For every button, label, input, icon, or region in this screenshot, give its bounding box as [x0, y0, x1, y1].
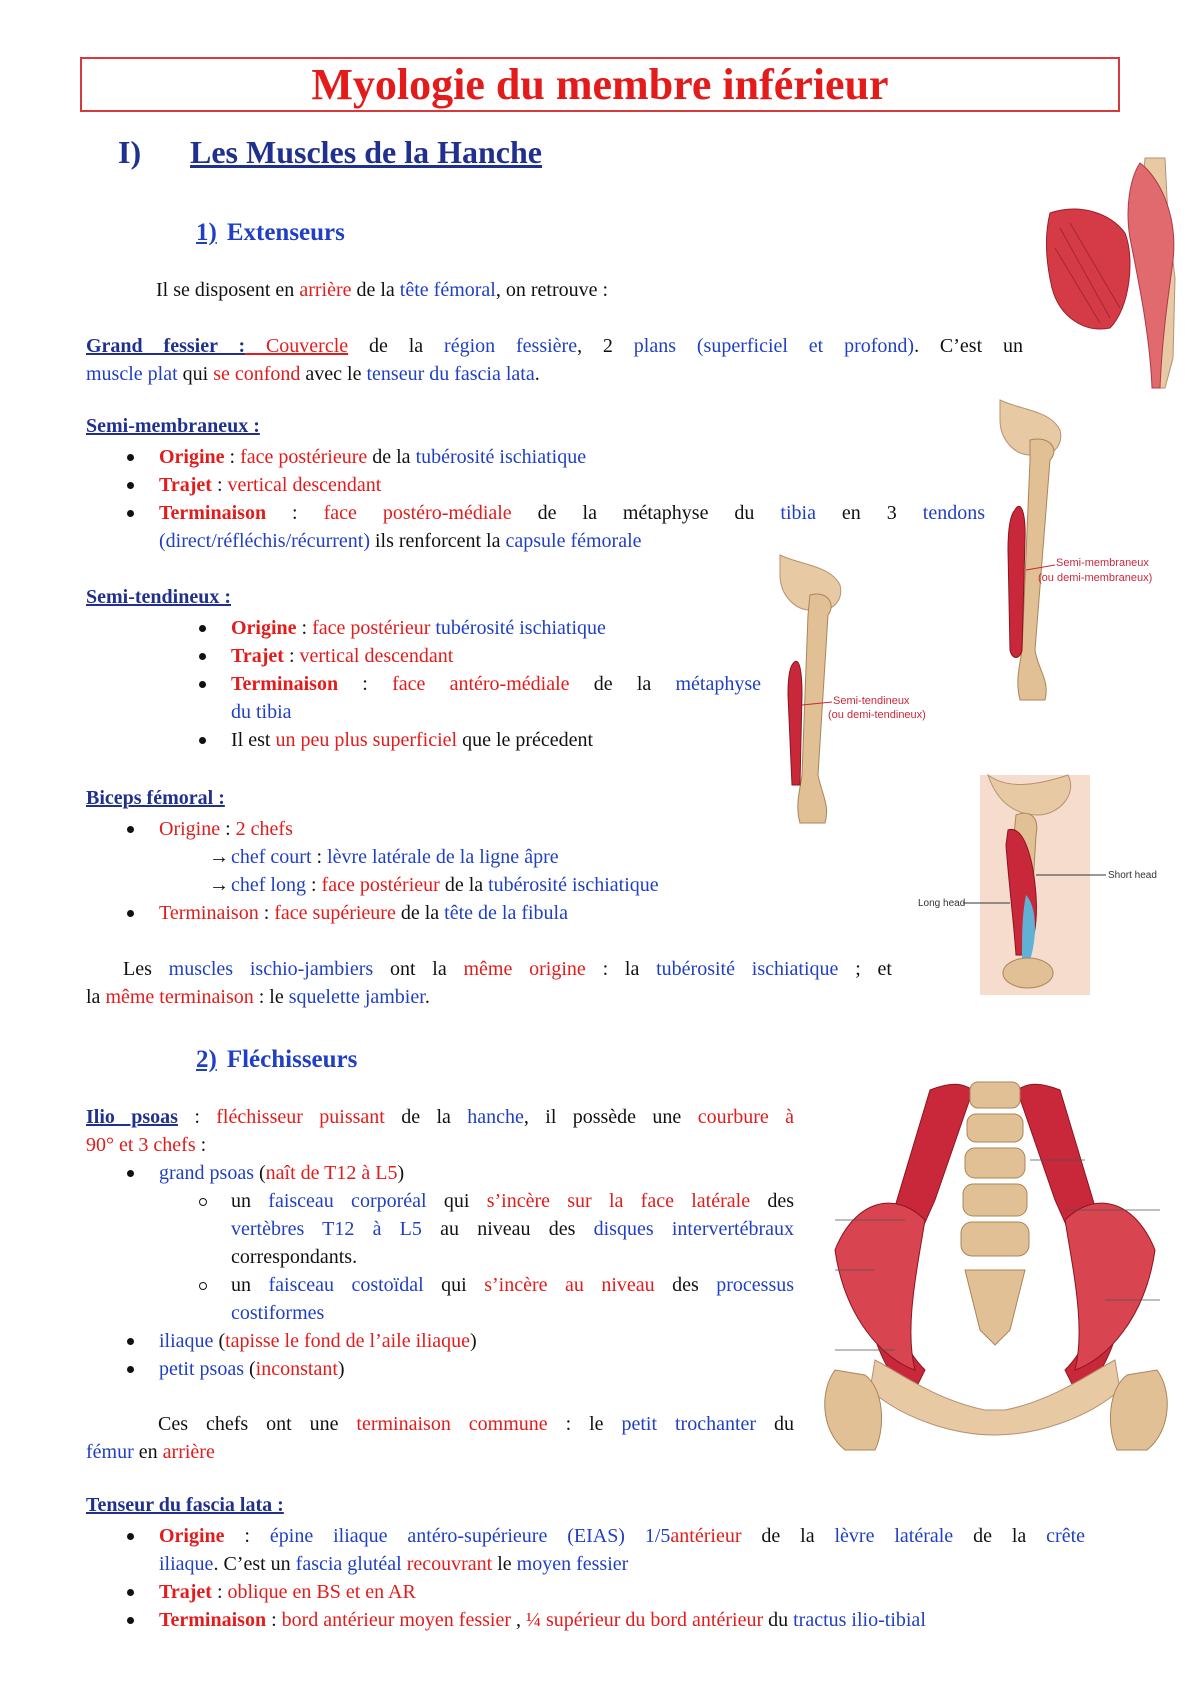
text: région fessière — [444, 335, 578, 357]
figure-label: (ou demi-tendineux) — [828, 709, 926, 721]
text: : — [211, 1581, 228, 1603]
text: tubérosité ischiatique — [435, 617, 606, 639]
text: Terminaison — [159, 502, 267, 524]
text: . C’est un — [213, 1553, 296, 1575]
text: même origine — [463, 958, 586, 980]
text: plans (superficiel et profond) — [633, 335, 915, 357]
line — [86, 332, 1023, 360]
text: petit psoas — [159, 1358, 244, 1380]
ilio-psoas-list-2 — [159, 1327, 799, 1383]
line — [159, 1550, 1085, 1578]
text: . C’est un — [914, 335, 1024, 357]
ilio-psoas-list — [159, 1159, 799, 1187]
text: : — [338, 673, 393, 695]
list-item — [231, 614, 761, 642]
figure-label: Semi-tendineux — [833, 695, 910, 707]
text: terminaison commune — [356, 1413, 548, 1435]
text: muscle plat — [86, 363, 178, 385]
line — [86, 955, 892, 983]
text: muscles ischio-jambiers — [168, 958, 374, 980]
arrow-right-icon: → — [209, 846, 229, 868]
section-number: I) — [118, 134, 142, 170]
semi-membraneux-figure — [990, 400, 1200, 710]
text: de la — [741, 1525, 835, 1547]
tenseur-list — [159, 1522, 1085, 1634]
subsection-number: 2) — [196, 1046, 217, 1073]
text: : le — [547, 1413, 622, 1435]
text: antérieur — [670, 1525, 742, 1547]
line — [159, 1522, 1085, 1550]
text: squelette jambier — [288, 986, 425, 1008]
text: ) — [397, 1162, 405, 1184]
semi-tendineux-muscle — [788, 661, 802, 785]
semi-tendineux-list — [231, 614, 761, 754]
chefs-paragraph — [86, 1410, 794, 1466]
text: métaphyse — [675, 673, 762, 695]
list-item — [159, 1159, 799, 1187]
text: au niveau des — [421, 1218, 594, 1240]
text: épine iliaque antéro-supérieure (EIAS) 1/5 — [269, 1525, 671, 1547]
text: : — [266, 1609, 282, 1631]
text: arrière — [162, 1441, 215, 1463]
text: des — [654, 1274, 717, 1296]
text: chef long — [231, 874, 306, 896]
text: : — [296, 617, 313, 639]
text: des — [750, 1190, 795, 1212]
line — [231, 670, 761, 698]
text: face postérieur — [312, 617, 431, 639]
text: ( — [244, 1358, 256, 1380]
text: disques intervertébraux — [593, 1218, 794, 1240]
page-title: Myologie du membre inférieur — [311, 60, 889, 109]
text: face supérieure — [274, 902, 396, 924]
semi-tendineux-label: Semi-tendineux : — [86, 586, 231, 608]
text: Trajet — [159, 474, 212, 496]
text: hanche — [467, 1106, 524, 1128]
text: bord antérieur moyen fessier — [281, 1609, 511, 1631]
text: Les — [123, 958, 169, 980]
text: de la métaphyse du — [511, 502, 781, 524]
text: chef court — [231, 846, 312, 868]
list-item — [159, 1522, 1085, 1578]
text: de la — [439, 874, 489, 896]
text: capsule fémorale — [505, 530, 642, 552]
text: , on retrouve : — [495, 279, 609, 301]
text: 90° et 3 chefs — [86, 1134, 196, 1156]
section-title: Les Muscles de la Hanche — [190, 134, 542, 170]
text: lèvre latérale de la ligne âpre — [327, 846, 559, 868]
text: un — [231, 1274, 269, 1296]
text: : — [177, 1106, 217, 1128]
biceps-list-2 — [159, 899, 859, 927]
grand-fessier-label: Grand fessier : — [86, 335, 246, 357]
text: même terminaison — [105, 986, 254, 1008]
text: ¼ supérieur du bord antérieur — [525, 1609, 764, 1631]
line — [86, 983, 892, 1011]
text: face antéro-médiale — [392, 673, 570, 695]
biceps-femoral-figure — [918, 775, 1157, 995]
text: Ces chefs ont une — [158, 1413, 357, 1435]
text: un peu plus superficiel — [275, 729, 458, 751]
text: tubérosité ischiatique — [656, 958, 839, 980]
text: inconstant — [255, 1358, 338, 1380]
text: du — [756, 1413, 794, 1435]
text: : la — [585, 958, 657, 980]
text: Terminaison — [231, 673, 339, 695]
list-item — [231, 670, 761, 726]
line — [86, 1410, 794, 1438]
semi-membraneux-list — [159, 443, 985, 555]
ischio-paragraph — [86, 955, 892, 1011]
text: : — [305, 874, 322, 896]
text: ) — [470, 1330, 477, 1352]
list-item — [231, 1187, 794, 1271]
text: ils renforcent la — [369, 530, 506, 552]
line — [231, 1243, 794, 1271]
text: face postérieure — [240, 446, 368, 468]
text: qui — [177, 363, 214, 385]
text: crête — [1046, 1525, 1086, 1547]
line — [231, 698, 761, 726]
text: tête fémoral — [399, 279, 496, 301]
text: oblique en BS et en AR — [227, 1581, 416, 1603]
text: Origine — [159, 446, 225, 468]
text: 2 chefs — [235, 818, 293, 840]
line — [231, 1299, 794, 1327]
vertebra — [963, 1184, 1027, 1216]
text: de la — [348, 335, 445, 357]
list-item — [159, 1606, 1085, 1634]
text: tubérosité ischiatique — [415, 446, 587, 468]
biceps-label: Biceps fémoral : — [86, 787, 225, 809]
text: : — [283, 645, 300, 667]
text: vertical descendant — [299, 645, 454, 667]
text: ( — [213, 1330, 226, 1352]
section-heading — [118, 134, 542, 171]
line — [86, 360, 1023, 388]
line — [209, 843, 791, 871]
text: ont la — [373, 958, 464, 980]
text: costiformes — [231, 1302, 325, 1324]
text: tendons — [922, 502, 985, 524]
list-item — [159, 899, 859, 927]
text: faisceau costoïdal — [268, 1274, 424, 1296]
text: Terminaison — [159, 1609, 267, 1631]
subsection-number: 1) — [196, 219, 217, 246]
biceps-list — [159, 815, 859, 843]
text: avec le — [300, 363, 367, 385]
text: fléchisseur puissant — [216, 1106, 385, 1128]
list-item — [231, 726, 761, 754]
title-box — [80, 57, 1120, 112]
text: fascia glutéal — [295, 1553, 402, 1575]
text: recouvrant — [406, 1553, 493, 1575]
figure-label: Semi-membraneux — [1056, 557, 1149, 569]
text: . — [424, 986, 430, 1008]
gluteus-maximus-figure — [1040, 158, 1190, 388]
text: , il possède une — [523, 1106, 698, 1128]
text: iliaque — [159, 1553, 214, 1575]
list-item — [231, 1271, 794, 1327]
text: vertical descendant — [227, 474, 382, 496]
text: le — [492, 1553, 517, 1575]
list-item — [159, 815, 859, 843]
text: de la — [953, 1525, 1047, 1547]
ilio-psoas-label: Ilio psoas — [86, 1106, 178, 1128]
biceps-chefs — [209, 843, 791, 899]
text: Origine — [231, 617, 297, 639]
text: petit trochanter — [621, 1413, 757, 1435]
grand-fessier-paragraph — [86, 332, 1023, 388]
text: que le précedent — [457, 729, 594, 751]
text: faisceau corporéal — [268, 1190, 427, 1212]
line — [231, 1187, 794, 1215]
subsection-title: Extenseurs — [226, 219, 345, 246]
ilio-psoas-paragraph — [86, 1103, 794, 1159]
text: ( — [253, 1162, 266, 1184]
text: se confond — [213, 363, 301, 385]
text: ) — [337, 1358, 345, 1380]
faisceau-list — [231, 1187, 794, 1327]
line — [86, 1103, 794, 1131]
text: Origine — [159, 1525, 225, 1547]
text: tête de la fibula — [444, 902, 568, 924]
vertebra — [967, 1114, 1023, 1142]
knee-bone — [1003, 958, 1053, 988]
text: ; et — [838, 958, 892, 980]
list-item — [159, 471, 985, 499]
text: iliaque — [159, 1330, 214, 1352]
text: , — [510, 1609, 526, 1631]
text: tubérosité ischiatique — [488, 874, 659, 896]
list-item — [159, 1327, 799, 1355]
text: : — [211, 474, 228, 496]
ilio-psoas-figure — [815, 1070, 1177, 1460]
text: lèvre latérale — [834, 1525, 954, 1547]
figure-label: (ou demi-membraneux) — [1038, 572, 1153, 584]
text: Trajet — [231, 645, 284, 667]
text: du — [763, 1609, 794, 1631]
text: grand psoas — [159, 1162, 254, 1184]
figure-label: Short head — [1108, 870, 1157, 881]
arrow-right-icon: → — [209, 874, 229, 896]
text: , 2 — [577, 335, 634, 357]
text: face postérieur — [321, 874, 440, 896]
text: face postéro-médiale — [323, 502, 512, 524]
text: correspondants. — [231, 1246, 358, 1268]
line — [86, 1438, 794, 1466]
subsection-title: Fléchisseurs — [226, 1046, 358, 1073]
text: tapisse le fond de l’aile iliaque — [225, 1330, 471, 1352]
text: . — [534, 363, 540, 385]
list-item — [159, 1578, 1085, 1606]
line — [231, 1271, 794, 1299]
line — [209, 871, 791, 899]
text: de la — [395, 902, 445, 924]
text: de la — [351, 279, 400, 301]
list-item — [159, 1355, 799, 1383]
line — [86, 1131, 794, 1159]
text: : — [258, 902, 275, 924]
text: tibia — [780, 502, 816, 524]
figure-label: Long head — [918, 898, 966, 909]
text: : — [266, 502, 324, 524]
text: courbure à — [697, 1106, 795, 1128]
tenseur-label: Tenseur du fascia lata : — [86, 1494, 284, 1516]
list-item — [231, 642, 761, 670]
text: Il est — [231, 729, 276, 751]
text: un — [231, 1190, 269, 1212]
subsection-heading-flechisseurs — [196, 1046, 357, 1074]
semi-membraneux-label: Semi-membraneux : — [86, 415, 260, 437]
text: : — [224, 446, 241, 468]
line — [159, 499, 985, 527]
text: s’incère sur la face latérale — [486, 1190, 751, 1212]
list-item — [159, 443, 985, 471]
line — [159, 527, 985, 555]
text: la — [86, 986, 106, 1008]
list-item — [159, 499, 985, 555]
line — [231, 1215, 794, 1243]
text: de la — [384, 1106, 468, 1128]
text: Origine — [159, 818, 221, 840]
text: de la — [367, 446, 416, 468]
text: qui — [426, 1190, 487, 1212]
text: : le — [253, 986, 289, 1008]
vertebra — [965, 1148, 1025, 1178]
text: naît de T12 à L5 — [265, 1162, 398, 1184]
extenseurs-intro — [156, 276, 608, 304]
text: processus — [716, 1274, 795, 1296]
text: de la — [569, 673, 676, 695]
text: s’incère au niveau — [484, 1274, 655, 1296]
text: : — [311, 846, 328, 868]
text: Terminaison — [159, 902, 259, 924]
text: fémur — [86, 1441, 134, 1463]
text: Couvercle — [245, 335, 349, 357]
text: du tibia — [231, 701, 292, 723]
text: : — [220, 818, 236, 840]
text: tenseur du fascia lata — [366, 363, 535, 385]
text: en — [133, 1441, 163, 1463]
text: Il se disposent en — [156, 279, 300, 301]
text: Trajet — [159, 1581, 212, 1603]
text: tractus ilio-tibial — [793, 1609, 926, 1631]
text: arrière — [299, 279, 352, 301]
femur-bone — [798, 594, 831, 823]
text: (direct/réfléchis/récurrent) — [159, 530, 370, 552]
text: : — [195, 1134, 207, 1156]
text: en 3 — [815, 502, 923, 524]
text: qui — [423, 1274, 485, 1296]
text: moyen fessier — [516, 1553, 629, 1575]
subsection-heading-extenseurs — [196, 219, 345, 247]
text: vertèbres T12 à L5 — [231, 1218, 422, 1240]
vertebra — [961, 1222, 1029, 1256]
vertebra — [970, 1082, 1020, 1108]
text: : — [224, 1525, 270, 1547]
semi-membraneux-muscle — [1008, 506, 1025, 657]
